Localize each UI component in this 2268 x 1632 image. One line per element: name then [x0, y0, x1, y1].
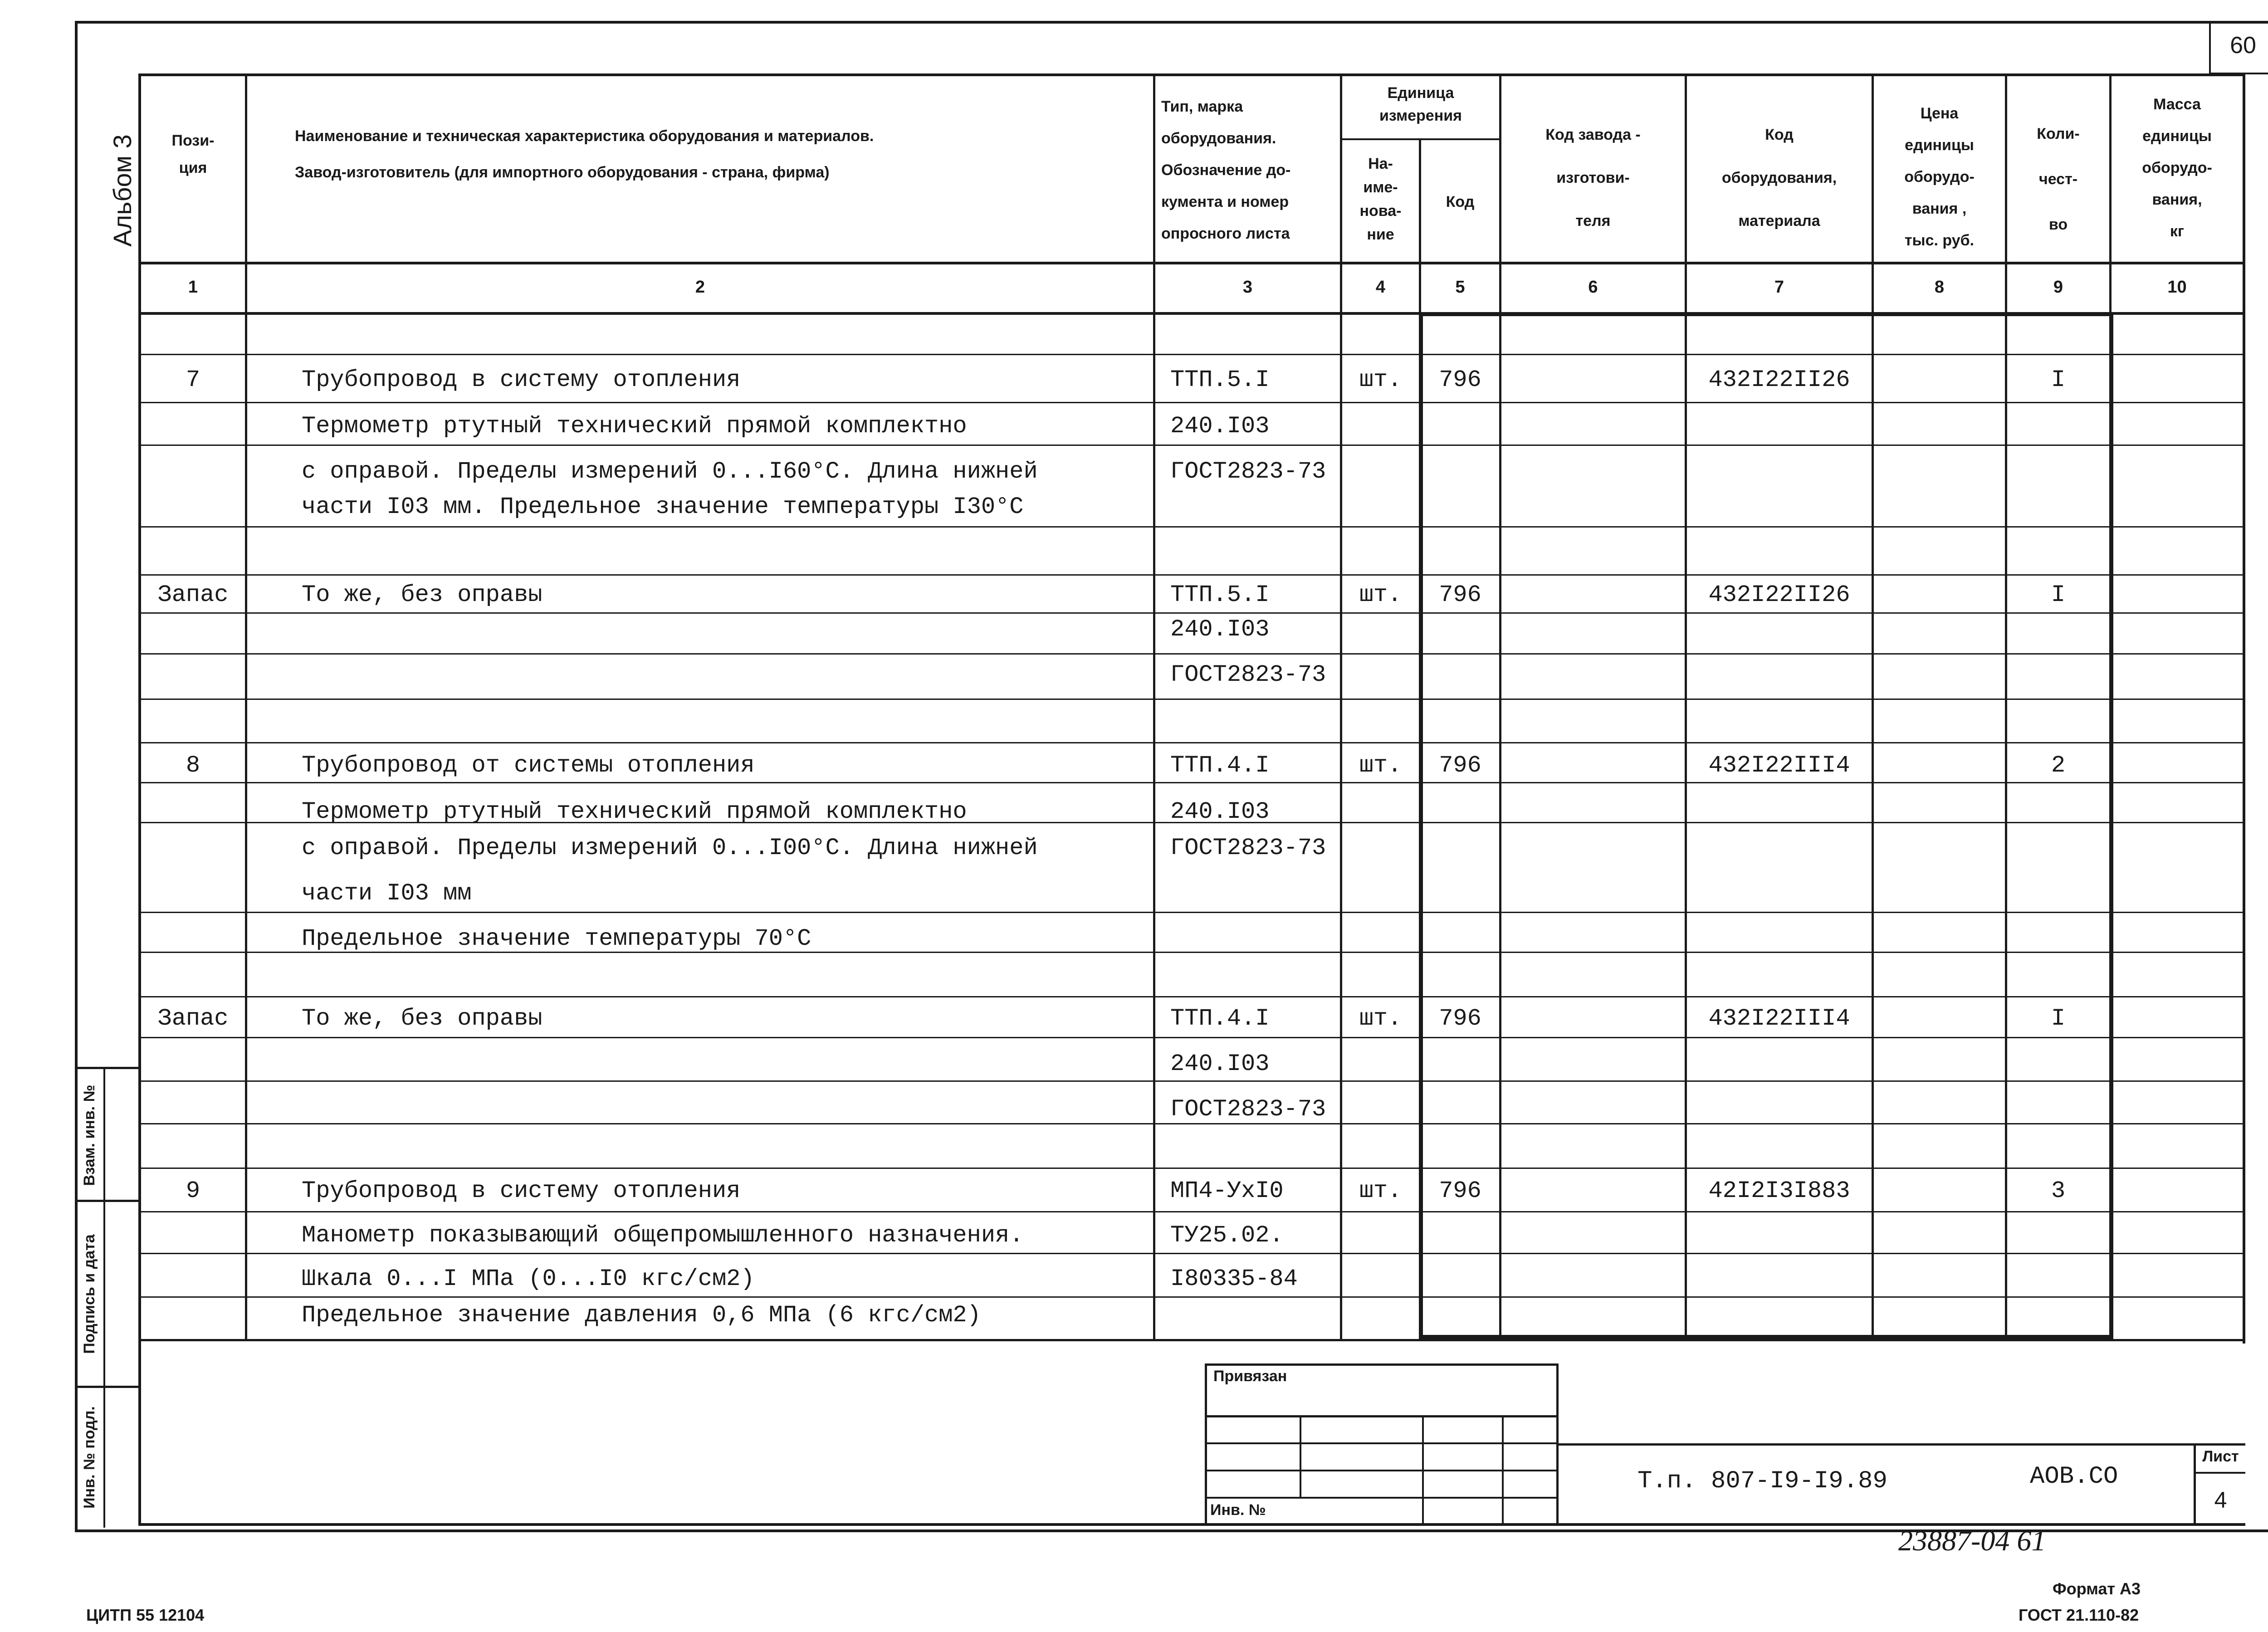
- cell-type: ГОСТ2823-73: [1170, 1096, 1326, 1123]
- stamp-vzam-inv: Взам. инв. №: [81, 1085, 98, 1186]
- album-title: Альбом 3: [108, 134, 137, 247]
- row-divider: [138, 445, 2245, 446]
- cell-name: с оправой. Пределы измерений 0...I60°С. Длина нижней: [302, 458, 1038, 485]
- sheet-corner-number: 60: [2230, 32, 2256, 59]
- stamp-podpis-data: Подпись и дата: [81, 1234, 98, 1354]
- row-divider: [138, 742, 2245, 743]
- header-position: Пози- ция: [171, 132, 215, 176]
- cell-name: с оправой. Пределы измерений 0...I00°С. Длина нижней: [302, 835, 1038, 861]
- cell-type: 240.I03: [1170, 413, 1270, 440]
- cell-type: ТТП.4.I: [1170, 1005, 1270, 1032]
- cell-pos: 7: [186, 366, 200, 393]
- header-unit-code: Код: [1446, 193, 1475, 210]
- cell-qty: 3: [2051, 1178, 2066, 1204]
- cell-name: Трубопровод в систему отопления: [302, 366, 741, 393]
- cell-name: Трубопровод в систему отопления: [302, 1178, 741, 1204]
- col-num-3: 3: [1242, 278, 1253, 297]
- sheet-value: 4: [2214, 1487, 2227, 1513]
- format-label: Формат А3: [2053, 1579, 2141, 1598]
- cell-pos: 9: [186, 1178, 200, 1204]
- cell-type: ТТП.5.I: [1170, 366, 1270, 393]
- cell-type: ГОСТ2823-73: [1170, 458, 1326, 485]
- cell-name: То же, без оправы: [302, 581, 543, 608]
- header-unit-name: На- име- нова- ние: [1359, 155, 1402, 243]
- cell-type: ГОСТ2823-73: [1170, 835, 1326, 861]
- cell-code: 796: [1439, 1178, 1481, 1204]
- frame-top: [75, 21, 2268, 24]
- row-divider: [138, 402, 2245, 403]
- cell-equip-code: 42I2I3I883: [1708, 1178, 1850, 1204]
- stamp-inv-no: Инв. №: [1210, 1501, 1266, 1519]
- cell-pos: Запас: [157, 581, 229, 608]
- col-num-10: 10: [2167, 278, 2187, 297]
- cell-type: ТУ25.02.: [1170, 1222, 1284, 1249]
- row-divider: [138, 612, 2245, 614]
- col-num-8: 8: [1934, 278, 1945, 297]
- row-divider: [138, 1168, 2245, 1169]
- cell-qty: I: [2051, 1005, 2066, 1032]
- sheet-label: Лист: [2202, 1448, 2239, 1465]
- row-divider: [138, 574, 2245, 576]
- cell-type: ТТП.4.I: [1170, 752, 1270, 779]
- col-num-9: 9: [2053, 278, 2063, 297]
- header-quantity: Коли- чест- во: [2037, 125, 2080, 233]
- printer-label: ЦИТП 55 12104: [86, 1606, 205, 1624]
- cell-type: ТТП.5.I: [1170, 581, 1270, 608]
- stamp-inv-podl: Инв. № подл.: [81, 1406, 98, 1509]
- doc-number: Т.п. 807-I9-I9.89: [1637, 1467, 1887, 1495]
- header-equip-code: Код оборудования, материала: [1721, 126, 1837, 230]
- stamp-privyazan: Привязан: [1213, 1368, 1287, 1385]
- cell-pos: 8: [186, 752, 200, 779]
- doc-code: АОВ.СО: [2030, 1463, 2118, 1490]
- header-type: Тип, марка оборудования. Обозначение до- кумента и номер опросного листа: [1161, 98, 1291, 242]
- header-mass: Масса единицы оборудо- вания, кг: [2142, 96, 2212, 240]
- row-divider: [138, 912, 2245, 913]
- row-divider: [138, 996, 2245, 997]
- cell-qty: I: [2051, 581, 2066, 608]
- row-divider: [138, 1296, 2245, 1298]
- cell-unit: шт.: [1359, 1178, 1402, 1204]
- header-factory-code: Код завода - изготови- теля: [1545, 126, 1641, 230]
- row-divider: [138, 1211, 2245, 1212]
- gost-label: ГОСТ 21.110-82: [2019, 1606, 2139, 1624]
- cell-name: Предельное значение температуры 70°С: [302, 925, 811, 952]
- row-divider: [138, 1080, 2245, 1082]
- cell-code: 796: [1439, 1005, 1481, 1032]
- cell-name: Шкала 0...I МПа (0...I0 кгс/см2): [302, 1266, 755, 1292]
- cell-qty: 2: [2051, 752, 2066, 779]
- cell-name: Предельное значение давления 0,6 МПа (6 кгс/см2): [302, 1302, 981, 1329]
- col-num-1: 1: [188, 278, 198, 297]
- cell-type: I80335-84: [1170, 1266, 1298, 1292]
- cell-type: ГОСТ2823-73: [1170, 661, 1326, 688]
- cell-equip-code: 432I22III4: [1708, 752, 1850, 779]
- cell-name: части I03 мм. Предельное значение температуры I30°С: [302, 494, 1024, 520]
- row-divider: [138, 1037, 2245, 1038]
- cell-equip-code: 432I22II26: [1708, 366, 1850, 393]
- row-divider: [138, 1123, 2245, 1124]
- cell-name: Манометр показывающий общепромышленного назначения.: [302, 1222, 1024, 1249]
- cell-unit: шт.: [1359, 1005, 1402, 1032]
- cell-qty: I: [2051, 366, 2066, 393]
- col-num-5: 5: [1455, 278, 1465, 297]
- cell-type: 240.I03: [1170, 1051, 1270, 1077]
- cell-unit: шт.: [1359, 581, 1402, 608]
- header-price: Цена единицы оборудо- вания , тыс. руб.: [1904, 105, 1975, 249]
- header-name: Наименование и техническая характеристика оборудования и материалов. Завод-изготовитель (для импортного оборудования - страна, фирма): [295, 127, 874, 181]
- row-divider: [138, 653, 2245, 655]
- cell-name: Термометр ртутный технический прямой комплектно: [302, 798, 967, 825]
- cell-code: 796: [1439, 752, 1481, 779]
- cell-name: части I03 мм: [302, 880, 472, 907]
- handwritten-number: 23887-04 61: [1898, 1525, 2046, 1557]
- header-unit: Единица измерения: [1379, 84, 1462, 124]
- cell-equip-code: 432I22II26: [1708, 581, 1850, 608]
- col-num-7: 7: [1774, 278, 1784, 297]
- cell-name: То же, без оправы: [302, 1005, 543, 1032]
- row-divider: [138, 1253, 2245, 1254]
- col-num-4: 4: [1375, 278, 1386, 297]
- col-num-6: 6: [1588, 278, 1598, 297]
- cell-name: Трубопровод от системы отопления: [302, 752, 755, 779]
- cell-code: 796: [1439, 366, 1481, 393]
- cell-unit: шт.: [1359, 366, 1402, 393]
- cell-name: Термометр ртутный технический прямой комплектно: [302, 413, 967, 440]
- row-divider: [138, 782, 2245, 783]
- cell-type: 240.I03: [1170, 798, 1270, 825]
- row-divider: [138, 526, 2245, 528]
- cell-type: МП4-УхI0: [1170, 1178, 1284, 1204]
- cell-code: 796: [1439, 581, 1481, 608]
- cell-pos: Запас: [157, 1005, 229, 1032]
- row-divider: [138, 699, 2245, 700]
- cell-unit: шт.: [1359, 752, 1402, 779]
- col-num-2: 2: [695, 278, 705, 297]
- cell-equip-code: 432I22III4: [1708, 1005, 1850, 1032]
- cell-type: 240.I03: [1170, 616, 1270, 643]
- row-divider: [138, 354, 2245, 355]
